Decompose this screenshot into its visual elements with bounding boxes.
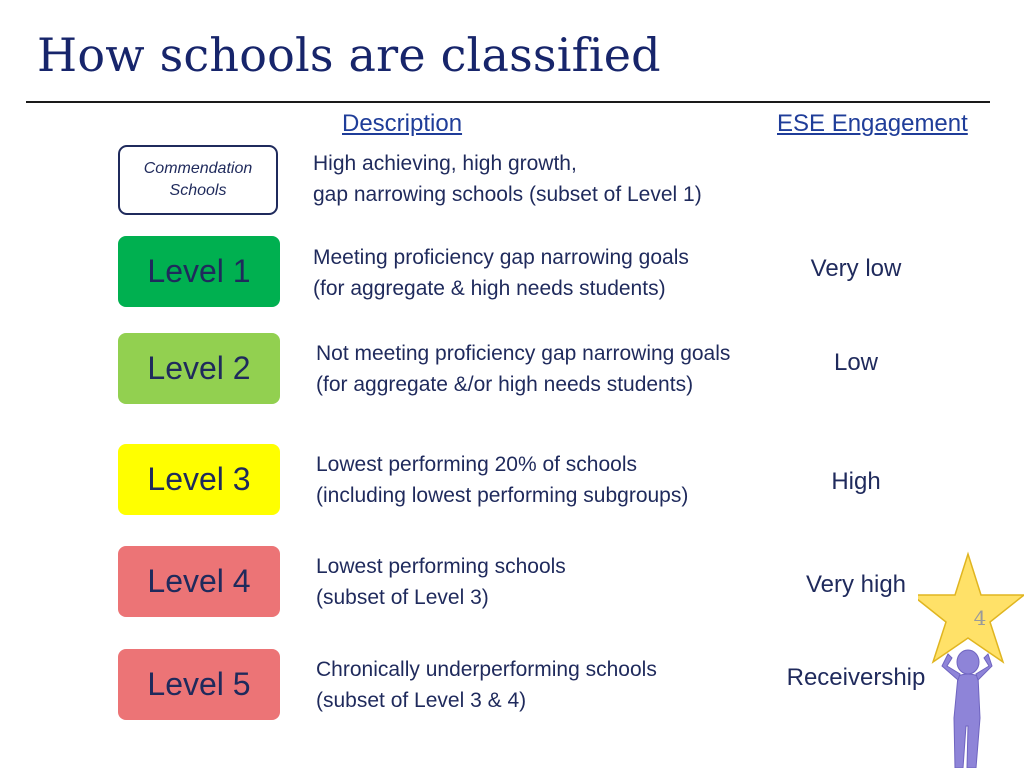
level-5-desc-line2: (subset of Level 3 & 4): [316, 689, 527, 712]
commendation-label-line2: Schools: [169, 182, 227, 199]
page-number: 4: [973, 606, 987, 630]
level-1-box: Level 1: [118, 236, 280, 307]
level-2-desc-line1: Not meeting proficiency gap narrowing goals: [316, 342, 731, 365]
level-3-engagement: High: [831, 468, 881, 495]
person-figure-icon: [942, 650, 992, 768]
level-1-description: [313, 242, 689, 304]
level-1-engagement: Very low: [810, 255, 902, 282]
level-1-desc-line1: Meeting proficiency gap narrowing goals: [313, 246, 689, 269]
level-2-description: [316, 338, 730, 400]
level-3-desc-line2: (including lowest performing subgroups): [316, 484, 689, 507]
level-4-engagement: Very high: [805, 571, 907, 598]
level-5-desc-line1: Chronically underperforming schools: [316, 658, 657, 681]
level-4-description: [316, 551, 566, 613]
level-4-box: Level 4: [118, 546, 280, 617]
description-header: Description: [342, 110, 463, 137]
level-2-engagement: Low: [833, 349, 879, 376]
level-5-box: Level 5: [118, 649, 280, 720]
engagement-header: ESE Engagement: [777, 110, 968, 137]
commendation-label-line1: Commendation: [143, 160, 253, 177]
level-2-box: Level 2: [118, 333, 280, 404]
level-1-desc-line2: (for aggregate & high needs students): [313, 277, 666, 300]
star-person-icon: [918, 550, 1024, 768]
level-3-description: [316, 449, 688, 511]
slide-title: How schools are classified: [37, 28, 661, 82]
commendation-desc-line1: High achieving, high growth,: [313, 152, 577, 175]
level-4-desc-line2: (subset of Level 3): [316, 586, 489, 609]
level-3-desc-line1: Lowest performing 20% of schools: [316, 453, 637, 476]
level-5-description: [316, 654, 657, 716]
commendation-schools-box: [118, 145, 278, 215]
commendation-description: [313, 148, 702, 210]
title-rule: [26, 101, 990, 103]
level-5-engagement: Receivership: [786, 664, 926, 691]
level-3-box: Level 3: [118, 444, 280, 515]
level-4-desc-line1: Lowest performing schools: [316, 555, 566, 578]
level-2-desc-line2: (for aggregate &/or high needs students): [316, 373, 694, 396]
commendation-desc-line2: gap narrowing schools (subset of Level 1): [313, 183, 702, 206]
